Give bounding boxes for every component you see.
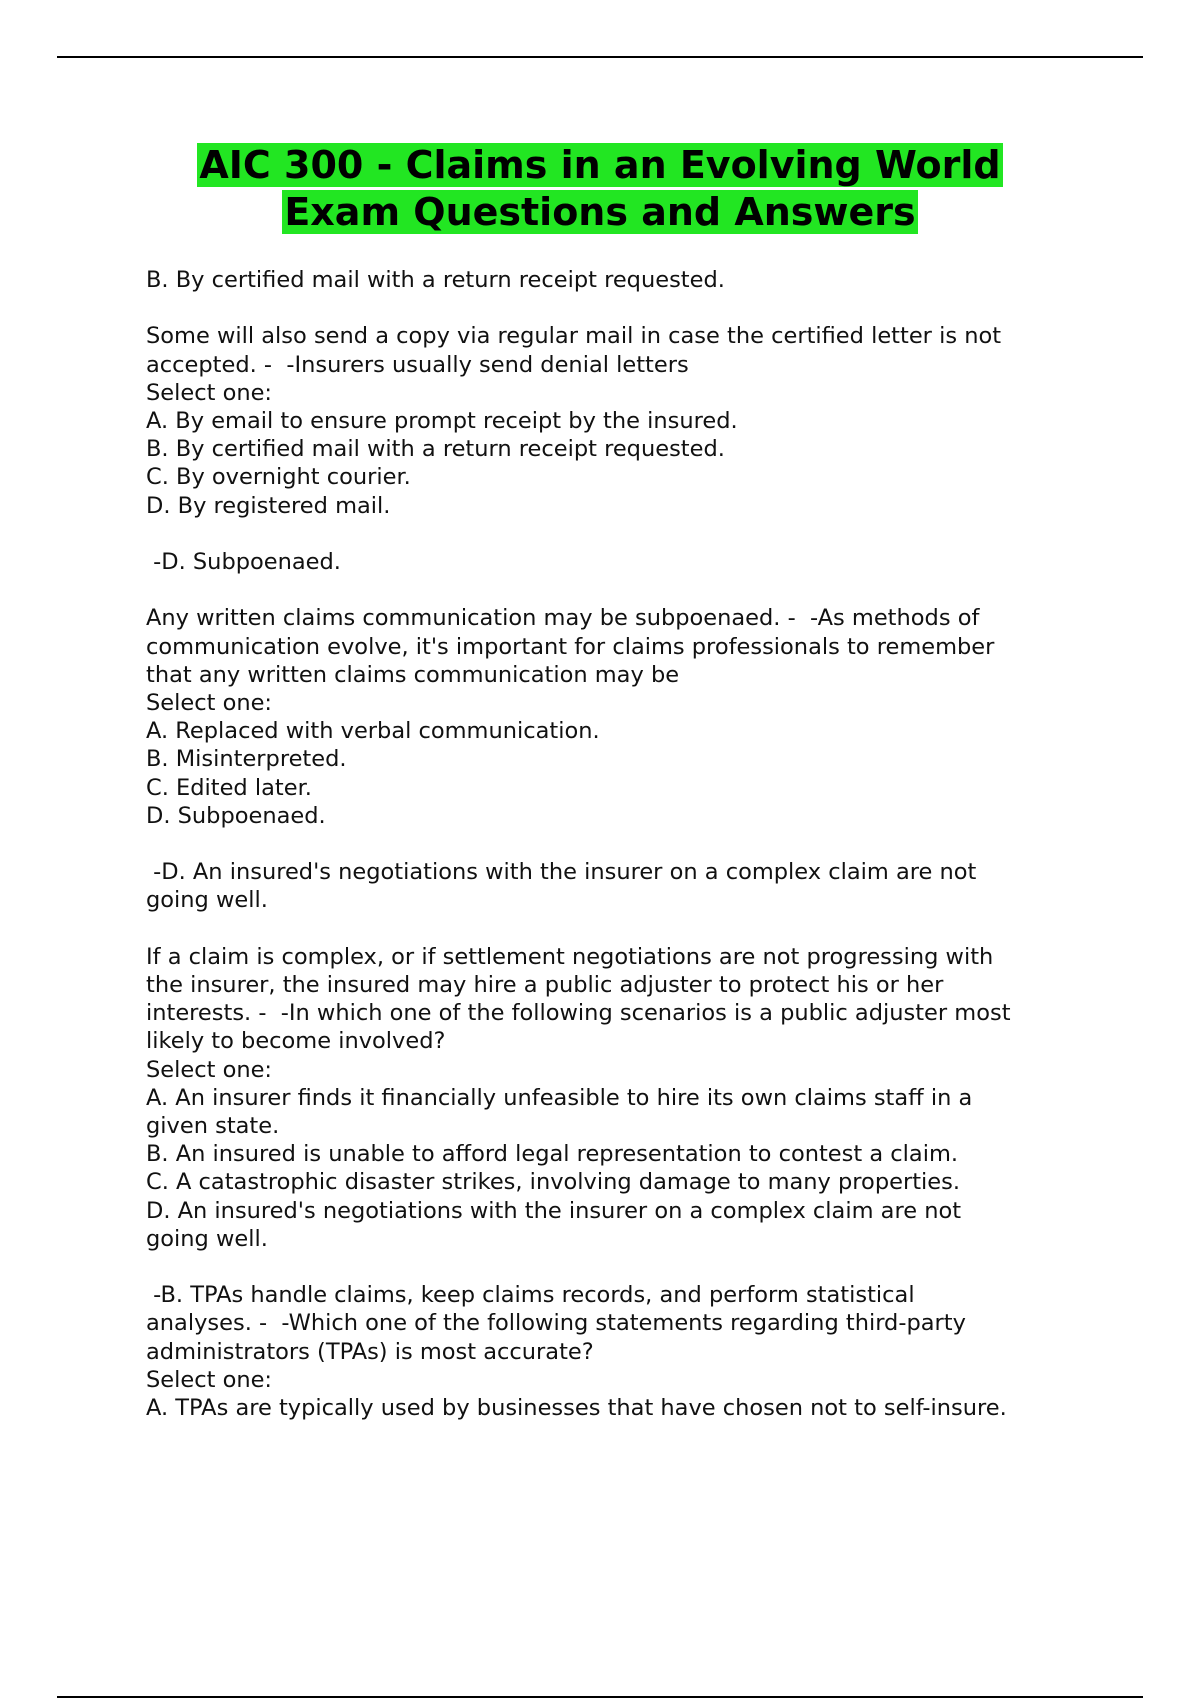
text-line: If a claim is complex, or if settlement negotiations are not progressing with [146, 943, 994, 970]
text-line: A. An insurer finds it financially unfeasible to hire its own claims staff in a [146, 1084, 973, 1111]
text-line: the insurer, the insured may hire a public adjuster to protect his or her [146, 972, 944, 998]
top-rule [57, 56, 1143, 58]
text-line: A. Replaced with verbal communication. [146, 718, 600, 745]
text-line: administrators (TPAs) is most accurate? [146, 1338, 594, 1365]
blank-line [146, 915, 1106, 943]
text-line: -B. TPAs handle claims, keep claims records, and perform statistical [146, 1282, 915, 1309]
text-line: D. An insured's negotiations with the insurer on a complex claim are not [146, 1197, 962, 1224]
text-line: C. A catastrophic disaster strikes, involving damage to many properties. [146, 1169, 960, 1196]
text-line: Select one: [146, 1366, 273, 1393]
text-line: Select one: [146, 1056, 273, 1083]
text-line: communication evolve, it's important for claims professionals to remember [146, 633, 995, 660]
text-line: -D. An insured's negotiations with the insurer on a complex claim are not [146, 859, 977, 886]
text-line: B. Misinterpreted. [146, 746, 347, 773]
text-line: B. An insured is unable to afford legal representation to contest a claim. [146, 1141, 959, 1168]
text-line: Select one: [146, 690, 273, 716]
blank-line [146, 520, 1106, 548]
text-line: given state. [146, 1113, 280, 1140]
text-line: Any written claims communication may be subpoenaed. - -As methods of [146, 605, 980, 632]
text-line: A. By email to ensure prompt receipt by the insured. [146, 408, 738, 434]
bottom-rule [57, 1696, 1143, 1698]
text-line: Some will also send a copy via regular mail in case the certified letter is not [146, 323, 1002, 350]
blank-line [146, 576, 1106, 604]
text-line: Select one: [146, 379, 273, 406]
document-title [100, 142, 1100, 236]
text-line: going well. [146, 887, 268, 914]
text-line: C. Edited later. [146, 774, 312, 801]
text-line: C. By overnight courier. [146, 464, 411, 491]
text-line: B. By certified mail with a return receipt requested. [146, 267, 725, 293]
title-line-1: AIC 300 - Claims in an Evolving World [199, 143, 1001, 187]
blank-line [146, 294, 1106, 322]
blank-line [146, 1253, 1106, 1281]
text-line: likely to become involved? [146, 1028, 446, 1055]
text-line: D. Subpoenaed. [146, 802, 326, 829]
text-line: analyses. - -Which one of the following statements regarding third-party [146, 1310, 966, 1337]
text-line: going well. [146, 1225, 268, 1252]
text-line: accepted. - -Insurers usually send denial letters [146, 351, 689, 378]
text-line: B. By certified mail with a return receipt requested. [146, 436, 725, 463]
text-line: A. TPAs are typically used by businesses that have chosen not to self-insure. [146, 1395, 1007, 1422]
document-body [146, 266, 1106, 1422]
text-line: D. By registered mail. [146, 492, 391, 519]
text-line: that any written claims communication may be [146, 661, 680, 688]
blank-line [146, 830, 1106, 858]
text-line: interests. - -In which one of the following scenarios is a public adjuster most [146, 1000, 1011, 1027]
text-line: -D. Subpoenaed. [146, 549, 341, 575]
title-line-2: Exam Questions and Answers [284, 190, 916, 234]
